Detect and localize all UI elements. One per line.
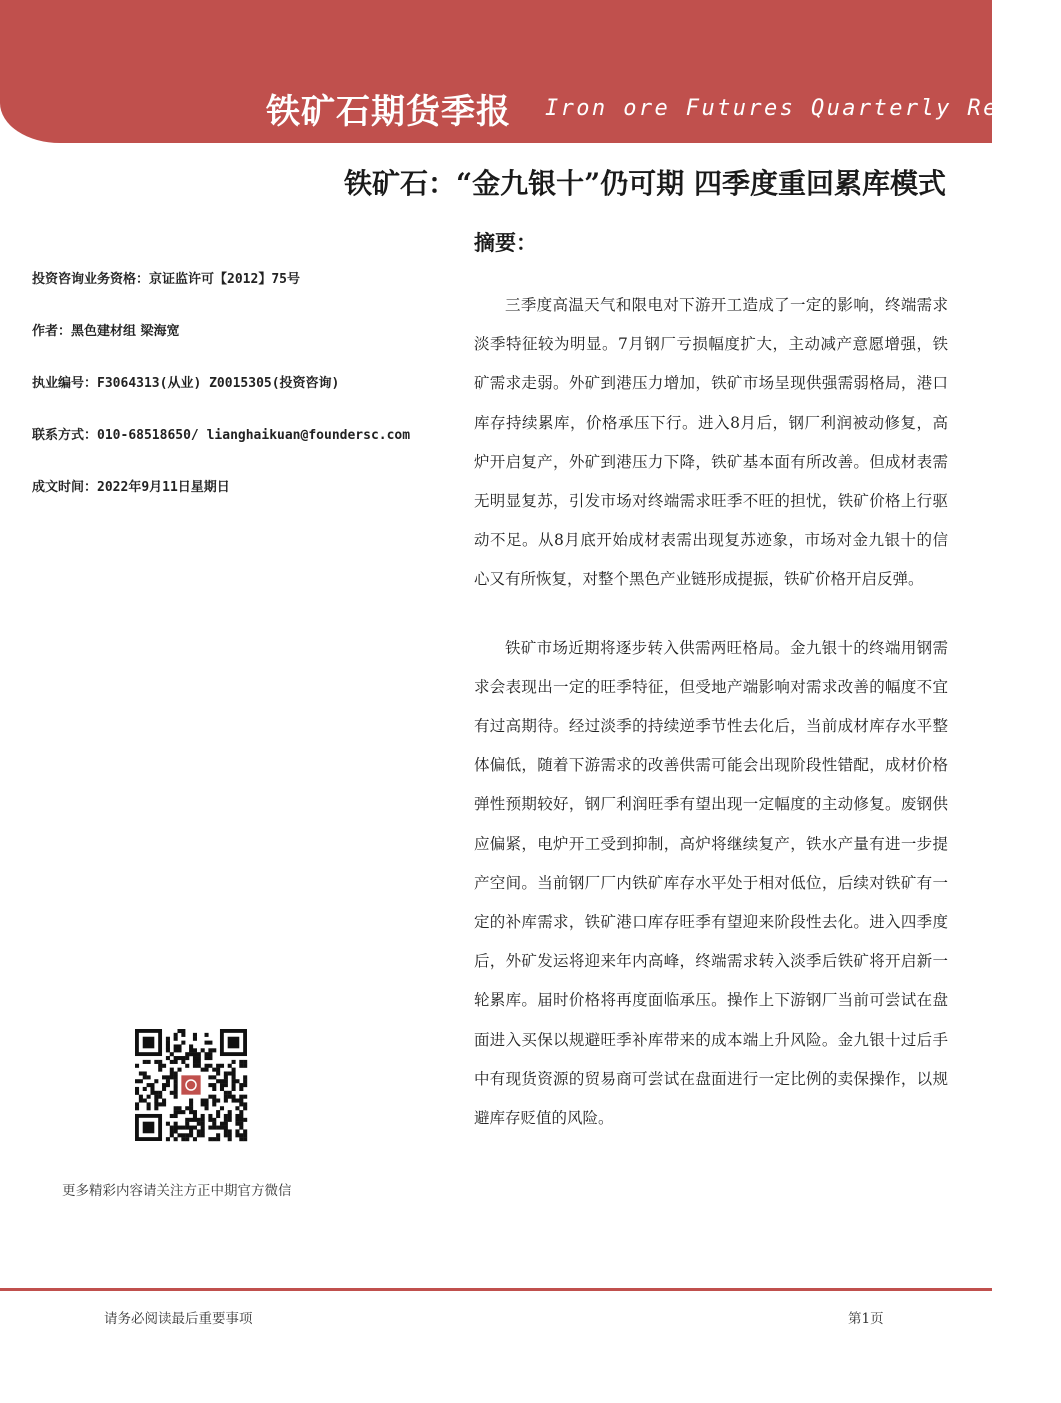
report-title-en: Iron ore Futures Quarterly Report (545, 96, 1061, 121)
license-value: F3064313(从业) Z0015305(投资咨询) (97, 376, 340, 391)
qr-caption: 更多精彩内容请关注方正中期官方微信 (62, 1183, 292, 1199)
report-title-cn: 铁矿石期货季报 (266, 92, 511, 132)
footer-divider (0, 1288, 992, 1291)
contact-line (32, 426, 452, 478)
license-label: 执业编号： (32, 376, 98, 391)
date-line (32, 478, 452, 530)
headline: 铁矿石：“金九银十”仍可期 四季度重回累库模式 (344, 167, 946, 200)
summary-body (474, 286, 948, 1167)
author-line (32, 322, 452, 374)
license-line (32, 374, 452, 426)
footer-notice: 请务必阅读最后重要事项 (104, 1311, 253, 1327)
summary-paragraph-2: 铁矿市场近期将逐步转入供需两旺格局。金九银十的终端用钢需求会表现出一定的旺季特征，但受地产端影响对需求改善的幅度不宜有过高期待。经过淡季的持续逆季节性去化后，当前成材库存水平整体偏低，随着下游需求的改善供需可能会出现阶段性错配，成材价格弹性预期较好，钢厂利润旺季有望出现一定幅度的主动修复。废钢供应偏紧，电炉开工受到抑制，高炉将继续复产，铁水产量有进一步提产空间。当前钢厂厂内铁矿库存水平处于相对低位，后续对铁矿有一定的补库需求，铁矿港口库存旺季有望迎来阶段性去化。进入四季度后，外矿发运将迎来年内高峰，终端需求转入淡季后铁矿将开启新一轮累库。届时价格将再度面临承压。操作上下游钢厂当前可尝试在盘面进入买保以规避旺季补库带来的成本端上升风险。金九银十过后手中有现货资源的贸易商可尝试在盘面进行一定比例的卖保操作，以规避库存贬值的风险。 (474, 638, 948, 1128)
date-value: 2022年9月11日星期日 (97, 480, 230, 495)
date-label: 成文时间： (32, 480, 98, 495)
contact-value: 010-68518650/ lianghaikuan@foundersc.com (97, 428, 411, 443)
qr-code (135, 1029, 247, 1141)
qualification-line (32, 270, 452, 322)
contact-label: 联系方式： (32, 428, 98, 443)
qr-code-icon (135, 1029, 247, 1141)
summary-paragraph-1: 三季度高温天气和限电对下游开工造成了一定的影响，终端需求淡季特征较为明显。7月钢厂亏损幅度扩大，主动减产意愿增强，铁矿需求走弱。外矿到港压力增加，铁矿市场呈现供强需弱格局，港口库存持续累库，价格承压下行。进入8月后，钢厂利润被动修复，高炉开启复产，外矿到港压力下降，铁矿基本面有所改善。但成材表需无明显复苏，引发市场对终端需求旺季不旺的担忧，铁矿价格上行驱动不足。从8月底开始成材表需出现复苏迹象，市场对金九银十的信心又有所恢复，对整个黑色产业链形成提振，铁矿价格开启反弹。 (474, 296, 948, 589)
qualification-value: 京证监许可【2012】75号 (149, 272, 300, 287)
author-info (32, 270, 452, 530)
summary-title: 摘要： (474, 230, 537, 255)
author-label: 作者： (32, 324, 72, 339)
page-number: 第1页 (848, 1311, 884, 1327)
qualification-label: 投资咨询业务资格： (32, 272, 150, 287)
author-value: 黑色建材组 梁海宽 (71, 324, 180, 339)
